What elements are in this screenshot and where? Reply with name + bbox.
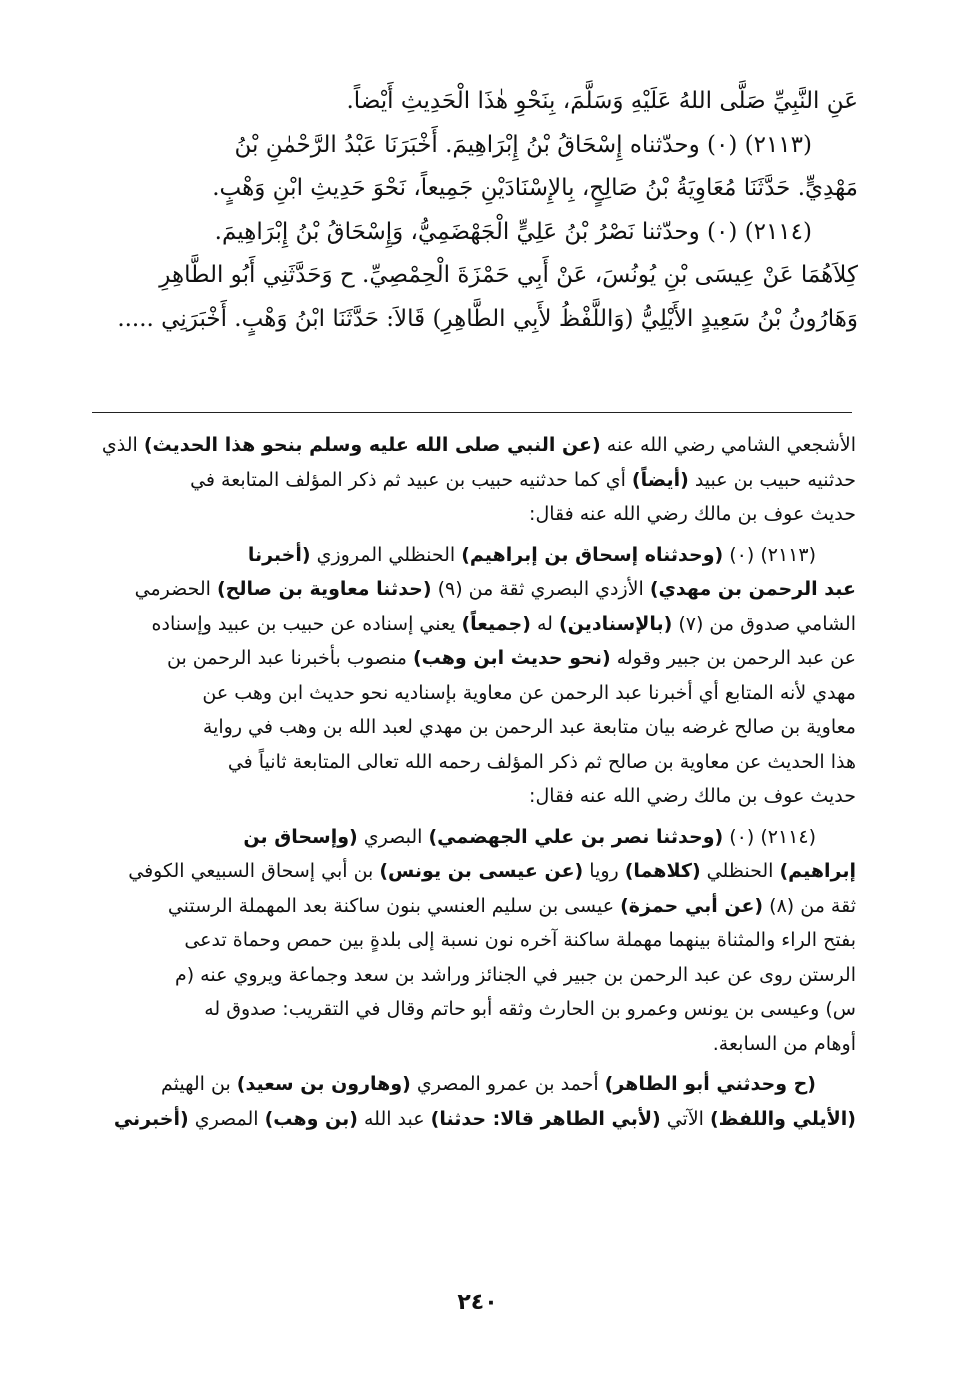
commentary-paragraph-1 bbox=[86, 428, 856, 532]
commentary-line: الرستن روى عن عبد الرحمن بن جبير في الجنائز وراشد بن سعد وجماعة ويروي عنه (م bbox=[174, 963, 856, 986]
hadith-line: كِلاَهُمَا عَنْ عِيسَى بْنِ يُونُسَ، عَنْ أَبِي حَمْزَةَ الْحِمْصِيِّ. ح وَحَدَّثَنِي أَبُو الطَّاهِرِ bbox=[159, 262, 858, 288]
commentary-line: حديث عوف بن مالك رضي الله عنه فقال: bbox=[529, 785, 856, 807]
commentary-paragraph-3 bbox=[86, 820, 856, 1062]
commentary-paragraph-4 bbox=[86, 1067, 856, 1136]
commentary-line: (الأيلي واللفظ) الآتي (لأبي الطاهر قالا: حدثنا) عبد الله (بن وهب) المصري (أخبرني bbox=[113, 1107, 856, 1130]
commentary-line: الأشجعي الشامي رضي الله عنه (عن النبي صلى الله عليه وسلم بنحو هذا الحديث) الذي bbox=[101, 434, 856, 456]
commentary-paragraph-2 bbox=[86, 538, 856, 814]
commentary-line: (٢١١٣) (٠) (وحدثناه إسحاق بن إبراهيم) الحنظلي المروزي (أخبرنا bbox=[247, 543, 816, 566]
commentary-line: ثقة من (٨) (عن أبي حمزة) عيسى بن سليم العنسي بنون ساكنة بعد المهملة الرستني bbox=[167, 894, 856, 917]
hadith-line: (٢١١٣) (٠) وحدّثناه إِسْحَاقُ بْنُ إِبْرَاهِيمَ. أَخْبَرَنَا عَبْدُ الرَّحْمٰنِ بْنُ bbox=[234, 131, 812, 158]
commentary-line: حدثنيه حبيب بن عبيد (أيضاً) أي كما حدثنيه حبيب بن عبيد ثم ذكر المؤلف المتابعة في bbox=[190, 468, 856, 491]
commentary-line: معاوية بن صالح غرضه بيان متابعة عبد الرحمن بن مهدي لعبد الله بن وهب في رواية bbox=[202, 716, 856, 738]
commentary-line: س) وعيسى بن يونس وعمرو بن الحارث وثقه أبو حاتم وقال في التقريب: صدوق له bbox=[204, 998, 856, 1020]
commentary-line: عن عبد الرحمن بن جبير وقوله (نحو حديث ابن وهب) منصوب بأخبرنا عبد الرحمن بن bbox=[167, 647, 856, 669]
commentary-line: (ح وحدثني أبو الطاهر) أحمد بن عمرو المصري (وهارون بن سعيد) بن الهيثم bbox=[161, 1073, 816, 1095]
hadith-text bbox=[92, 80, 858, 341]
hadith-line: عَنِ النَّبِيِّ صَلَّى اللهُ عَلَيْهِ وَسَلَّمَ، بِنَحْوِ هٰذَا الْحَدِيثِ أَيْضاً. bbox=[346, 88, 858, 114]
commentary-text bbox=[86, 428, 856, 1136]
commentary-line: إبراهيم) الحنظلي (كلاهما) رويا (عن عيسى بن يونس) بن أبي إسحاق السبيعي الكوفي bbox=[128, 860, 856, 882]
commentary-line: الشامي صدوق من (٧) (بالإسنادين) له (جميعاً) يعني إسناده عن حبيب بن عبيد وإسناده bbox=[151, 612, 856, 635]
hadith-line: وَهَارُونُ بْنُ سَعِيدٍ الأَيْلِيُّ (وَاللَّفْظُ لأَبِي الطَّاهِرِ) قَالاَ: حَدَّثَنَا ابْنُ وَهْبٍ. أَخْبَرَنِي ..... bbox=[117, 305, 858, 332]
commentary-line: بفتح الراء والمثناة بينهما مهملة ساكنة آخره نون نسبة إلى بلدةٍ بين حمص وحماة تدعى bbox=[184, 929, 856, 951]
hadith-line: (٢١١٤) (٠) وحدّثنا نَصْرُ بْنُ عَلِيٍّ الْجَهْضَمِيُّ، وَإِسْحَاقُ بْنُ إِبْرَاهِيمَ. bbox=[214, 218, 812, 245]
commentary-line: مهدي لأنه المتابع أي أخبرنا عبد الرحمن عن معاوية بإسناديه نحو حديث ابن وهب عن bbox=[202, 681, 856, 704]
footnote-divider bbox=[92, 412, 852, 413]
commentary-line: أوهام من السابعة. bbox=[712, 1032, 856, 1055]
hadith-line: مَهْدِيٍّ. حَدَّثَنَا مُعَاوِيَةُ بْنُ صَالِحٍ، بِالإِسْنَادَيْنِ جَمِيعاً، نَحْوَ حَدِيثِ ابْنِ وَهْبٍ. bbox=[212, 175, 858, 201]
commentary-line: هذا الحديث عن معاوية بن صالح ثم ذكر المؤلف رحمه الله تعالى المتابعة ثانياً في bbox=[227, 750, 856, 773]
commentary-line: حديث عوف بن مالك رضي الله عنه فقال: bbox=[529, 503, 856, 525]
page-number: ٢٤٠ bbox=[457, 1290, 498, 1315]
commentary-line: عبد الرحمن بن مهدي) الأزدي البصري ثقة من (٩) (حدثنا معاوية بن صالح) الحضرمي bbox=[134, 578, 856, 600]
commentary-line: (٢١١٤) (٠) (وحدثنا نصر بن علي الجهضمي) البصري (وإسحاق بن bbox=[243, 825, 816, 848]
